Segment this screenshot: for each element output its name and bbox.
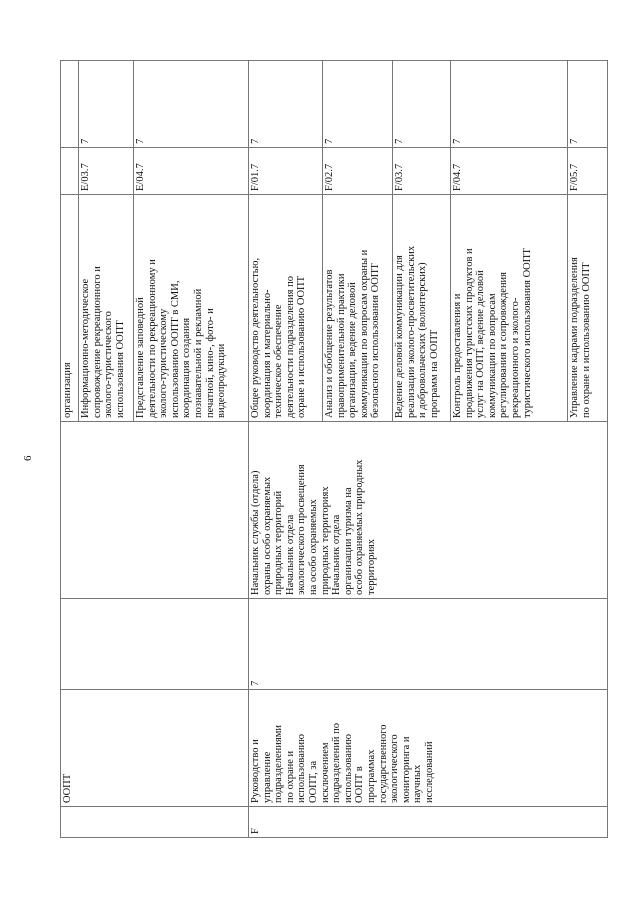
function-code-cell: F/02.7 bbox=[323, 148, 393, 195]
job-titles-cell bbox=[61, 422, 249, 599]
function-cell: организация bbox=[61, 195, 79, 422]
function-cell: Контроль предоставления и продвижения туристских продуктов и услуг на ООПТ, ведение деловой коммуникации по вопросам регулирования и сопровождения рекреационного и эколого- туристического использования ООПТ bbox=[451, 195, 568, 422]
function-cell: Общее руководство деятельностью, координация и материально- техническое обеспечение деятельности подразделения по охране и использованию ООПТ bbox=[249, 195, 323, 422]
function-level-cell bbox=[61, 61, 79, 148]
functions-table bbox=[60, 60, 608, 838]
function-level-cell: 7 bbox=[79, 61, 134, 148]
group-code-cell: F bbox=[249, 807, 608, 838]
function-level-cell: 7 bbox=[393, 61, 451, 148]
function-level-cell: 7 bbox=[134, 61, 249, 148]
function-level-cell: 7 bbox=[451, 61, 568, 148]
function-code-cell: F/03.7 bbox=[393, 148, 451, 195]
function-level-cell: 7 bbox=[249, 61, 323, 148]
functions-table-wrapper bbox=[60, 61, 592, 838]
function-cell: Анализ и обобщение результатов правоприменительной практики организации, ведение деловой коммуникации по вопросам охраны и безопасного использования ООПТ bbox=[323, 195, 393, 422]
table-row bbox=[61, 61, 79, 838]
function-code-cell: F/04.7 bbox=[451, 148, 568, 195]
function-level-cell: 7 bbox=[568, 61, 608, 148]
group-level-cell bbox=[61, 599, 249, 690]
function-code-cell bbox=[61, 148, 79, 195]
group-name-cell: ООПТ bbox=[61, 690, 249, 807]
function-code-cell: F/01.7 bbox=[249, 148, 323, 195]
function-code-cell: E/04.7 bbox=[134, 148, 249, 195]
function-cell: Ведение деловой коммуникации для реализации эколого-просветительских и добровольческих (волонтерских) программ на ООПТ bbox=[393, 195, 451, 422]
job-titles-cell: Начальник службы (отдела) охраны особо охраняемых природных территорий Начальник отдела экологического просвещения на особо охраняемых природных территориях Начальник отдела организации туризма на особо охраняемых природных территориях bbox=[249, 422, 608, 599]
function-code-cell: F/05.7 bbox=[568, 148, 608, 195]
function-level-cell: 7 bbox=[323, 61, 393, 148]
page-number: 6 bbox=[22, 455, 34, 461]
function-cell: Представление заповедной деятельности по рекреационному и эколого-туристическому использованию ООПТ в СМИ, координация создания познавательной и рекламной печатной, кино-, фото- и видеопродукции bbox=[134, 195, 249, 422]
group-code-cell bbox=[61, 807, 249, 838]
table-row bbox=[249, 61, 323, 838]
group-name-cell: Руководство и управление подразделениями по охране и использованию ООПТ, за исключением подразделений по использованию ООПТ в программах государственного экологического мониторинга и научных исследований bbox=[249, 690, 608, 807]
function-cell: Управление кадрами подразделения по охране и использованию ООПТ bbox=[568, 195, 608, 422]
function-cell: Информационно-методическое сопровождение рекреационного и эколого-туристического использования ООПТ bbox=[79, 195, 134, 422]
function-code-cell: E/03.7 bbox=[79, 148, 134, 195]
group-level-cell: 7 bbox=[249, 599, 608, 690]
